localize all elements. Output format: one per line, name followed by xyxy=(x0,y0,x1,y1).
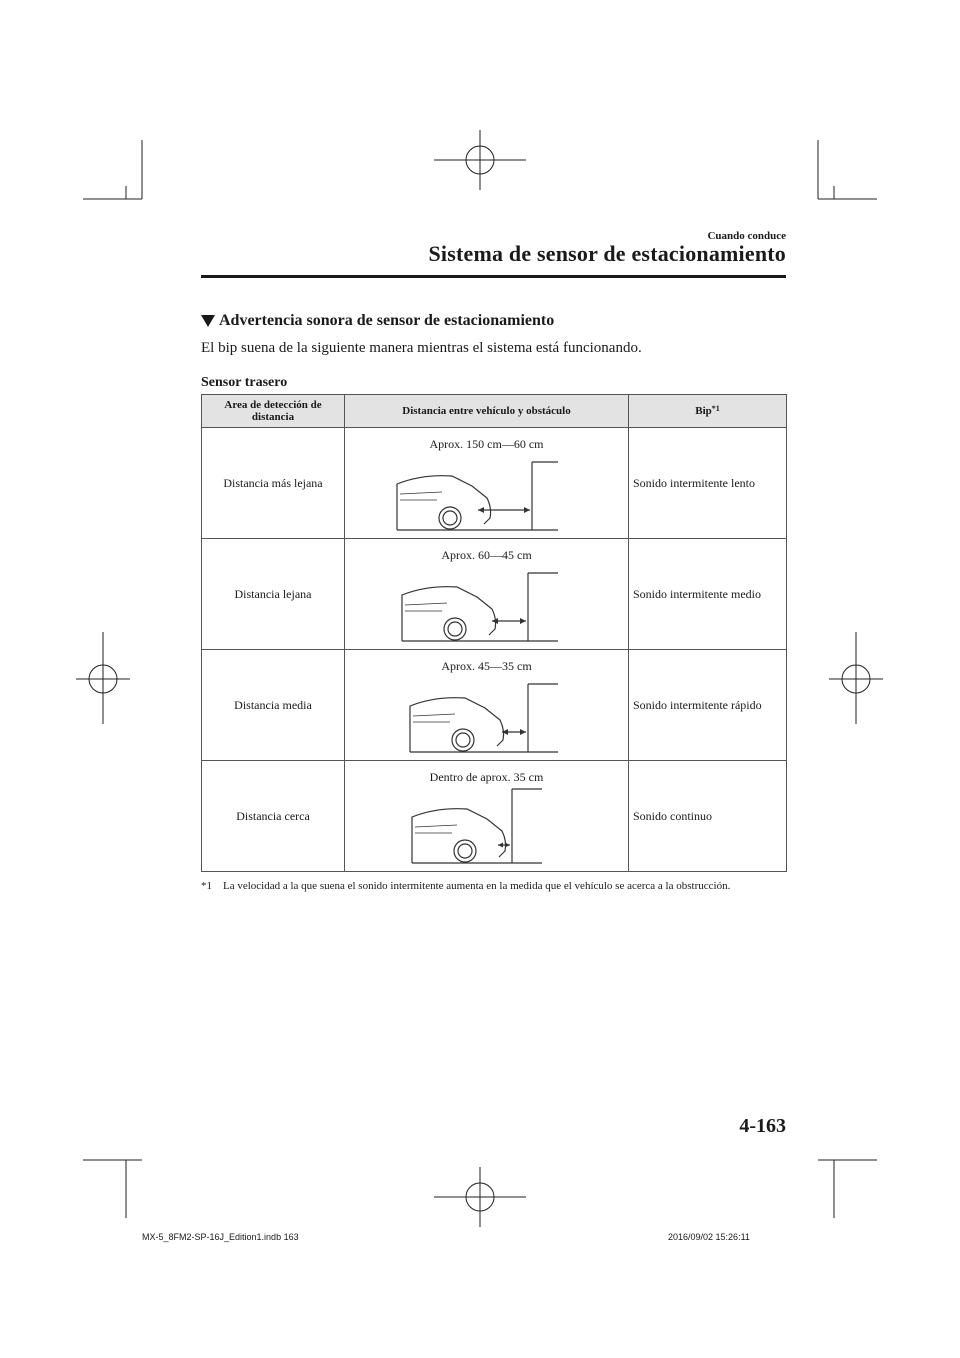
footnote xyxy=(201,879,791,894)
table-row xyxy=(202,428,787,539)
area-cell: Distancia lejana xyxy=(202,539,345,650)
distance-cell xyxy=(345,428,629,539)
table-row xyxy=(202,539,787,650)
table-header-row xyxy=(202,395,787,428)
area-cell: Distancia media xyxy=(202,650,345,761)
table-row xyxy=(202,650,787,761)
distance-cell xyxy=(345,761,629,872)
car-obstacle-diagram xyxy=(392,674,582,756)
distance-label: Aprox. 45—35 cm xyxy=(441,658,532,673)
table-row xyxy=(202,761,787,872)
beep-cell: Sonido intermitente medio xyxy=(629,539,787,650)
print-timestamp: 2016/09/02 15:26:11 xyxy=(668,1232,750,1242)
footnote-text: La velocidad a la que suena el sonido intermitente aumenta en la medida que el vehículo se acerca a la obstrucción. xyxy=(223,880,731,892)
distance-label: Dentro de aprox. 35 cm xyxy=(429,769,544,784)
subheading xyxy=(201,312,554,330)
column-header-area xyxy=(202,395,345,428)
car-obstacle-diagram xyxy=(392,563,582,645)
intro-paragraph: El bip suena de la siguiente manera mientras el sistema está funcionando. xyxy=(201,340,642,356)
footnote-mark: *1 xyxy=(201,880,212,892)
page-title: Sistema de sensor de estacionamiento xyxy=(428,241,786,266)
beep-cell: Sonido intermitente rápido xyxy=(629,650,787,761)
print-file-info: MX-5_8FM2-SP-16J_Edition1.indb 163 xyxy=(142,1232,299,1242)
footnote-ref: *1 xyxy=(711,404,720,413)
page-number: 4-163 xyxy=(739,1115,786,1137)
car-obstacle-diagram xyxy=(392,785,582,867)
header-divider xyxy=(201,275,786,278)
distance-label: Aprox. 150 cm—60 cm xyxy=(429,436,544,451)
area-cell: Distancia cerca xyxy=(202,761,345,872)
column-header-area-text: Area de detección de distancia xyxy=(224,399,322,423)
triangle-down-icon xyxy=(201,315,215,327)
parking-sensor-table xyxy=(201,394,787,872)
column-header-beep-text: Bip xyxy=(695,405,712,417)
subheading-text: Advertencia sonora de sensor de estacionamiento xyxy=(219,312,555,329)
distance-cell xyxy=(345,539,629,650)
distance-cell xyxy=(345,650,629,761)
column-header-distance: Distancia entre vehículo y obstáculo xyxy=(345,395,629,428)
column-header-beep xyxy=(629,395,787,428)
car-obstacle-diagram xyxy=(392,452,582,534)
section-label: Cuando conduce xyxy=(707,230,786,242)
area-cell: Distancia más lejana xyxy=(202,428,345,539)
distance-label: Aprox. 60—45 cm xyxy=(441,547,532,562)
beep-cell: Sonido intermitente lento xyxy=(629,428,787,539)
table-label: Sensor trasero xyxy=(201,375,288,390)
beep-cell: Sonido continuo xyxy=(629,761,787,872)
